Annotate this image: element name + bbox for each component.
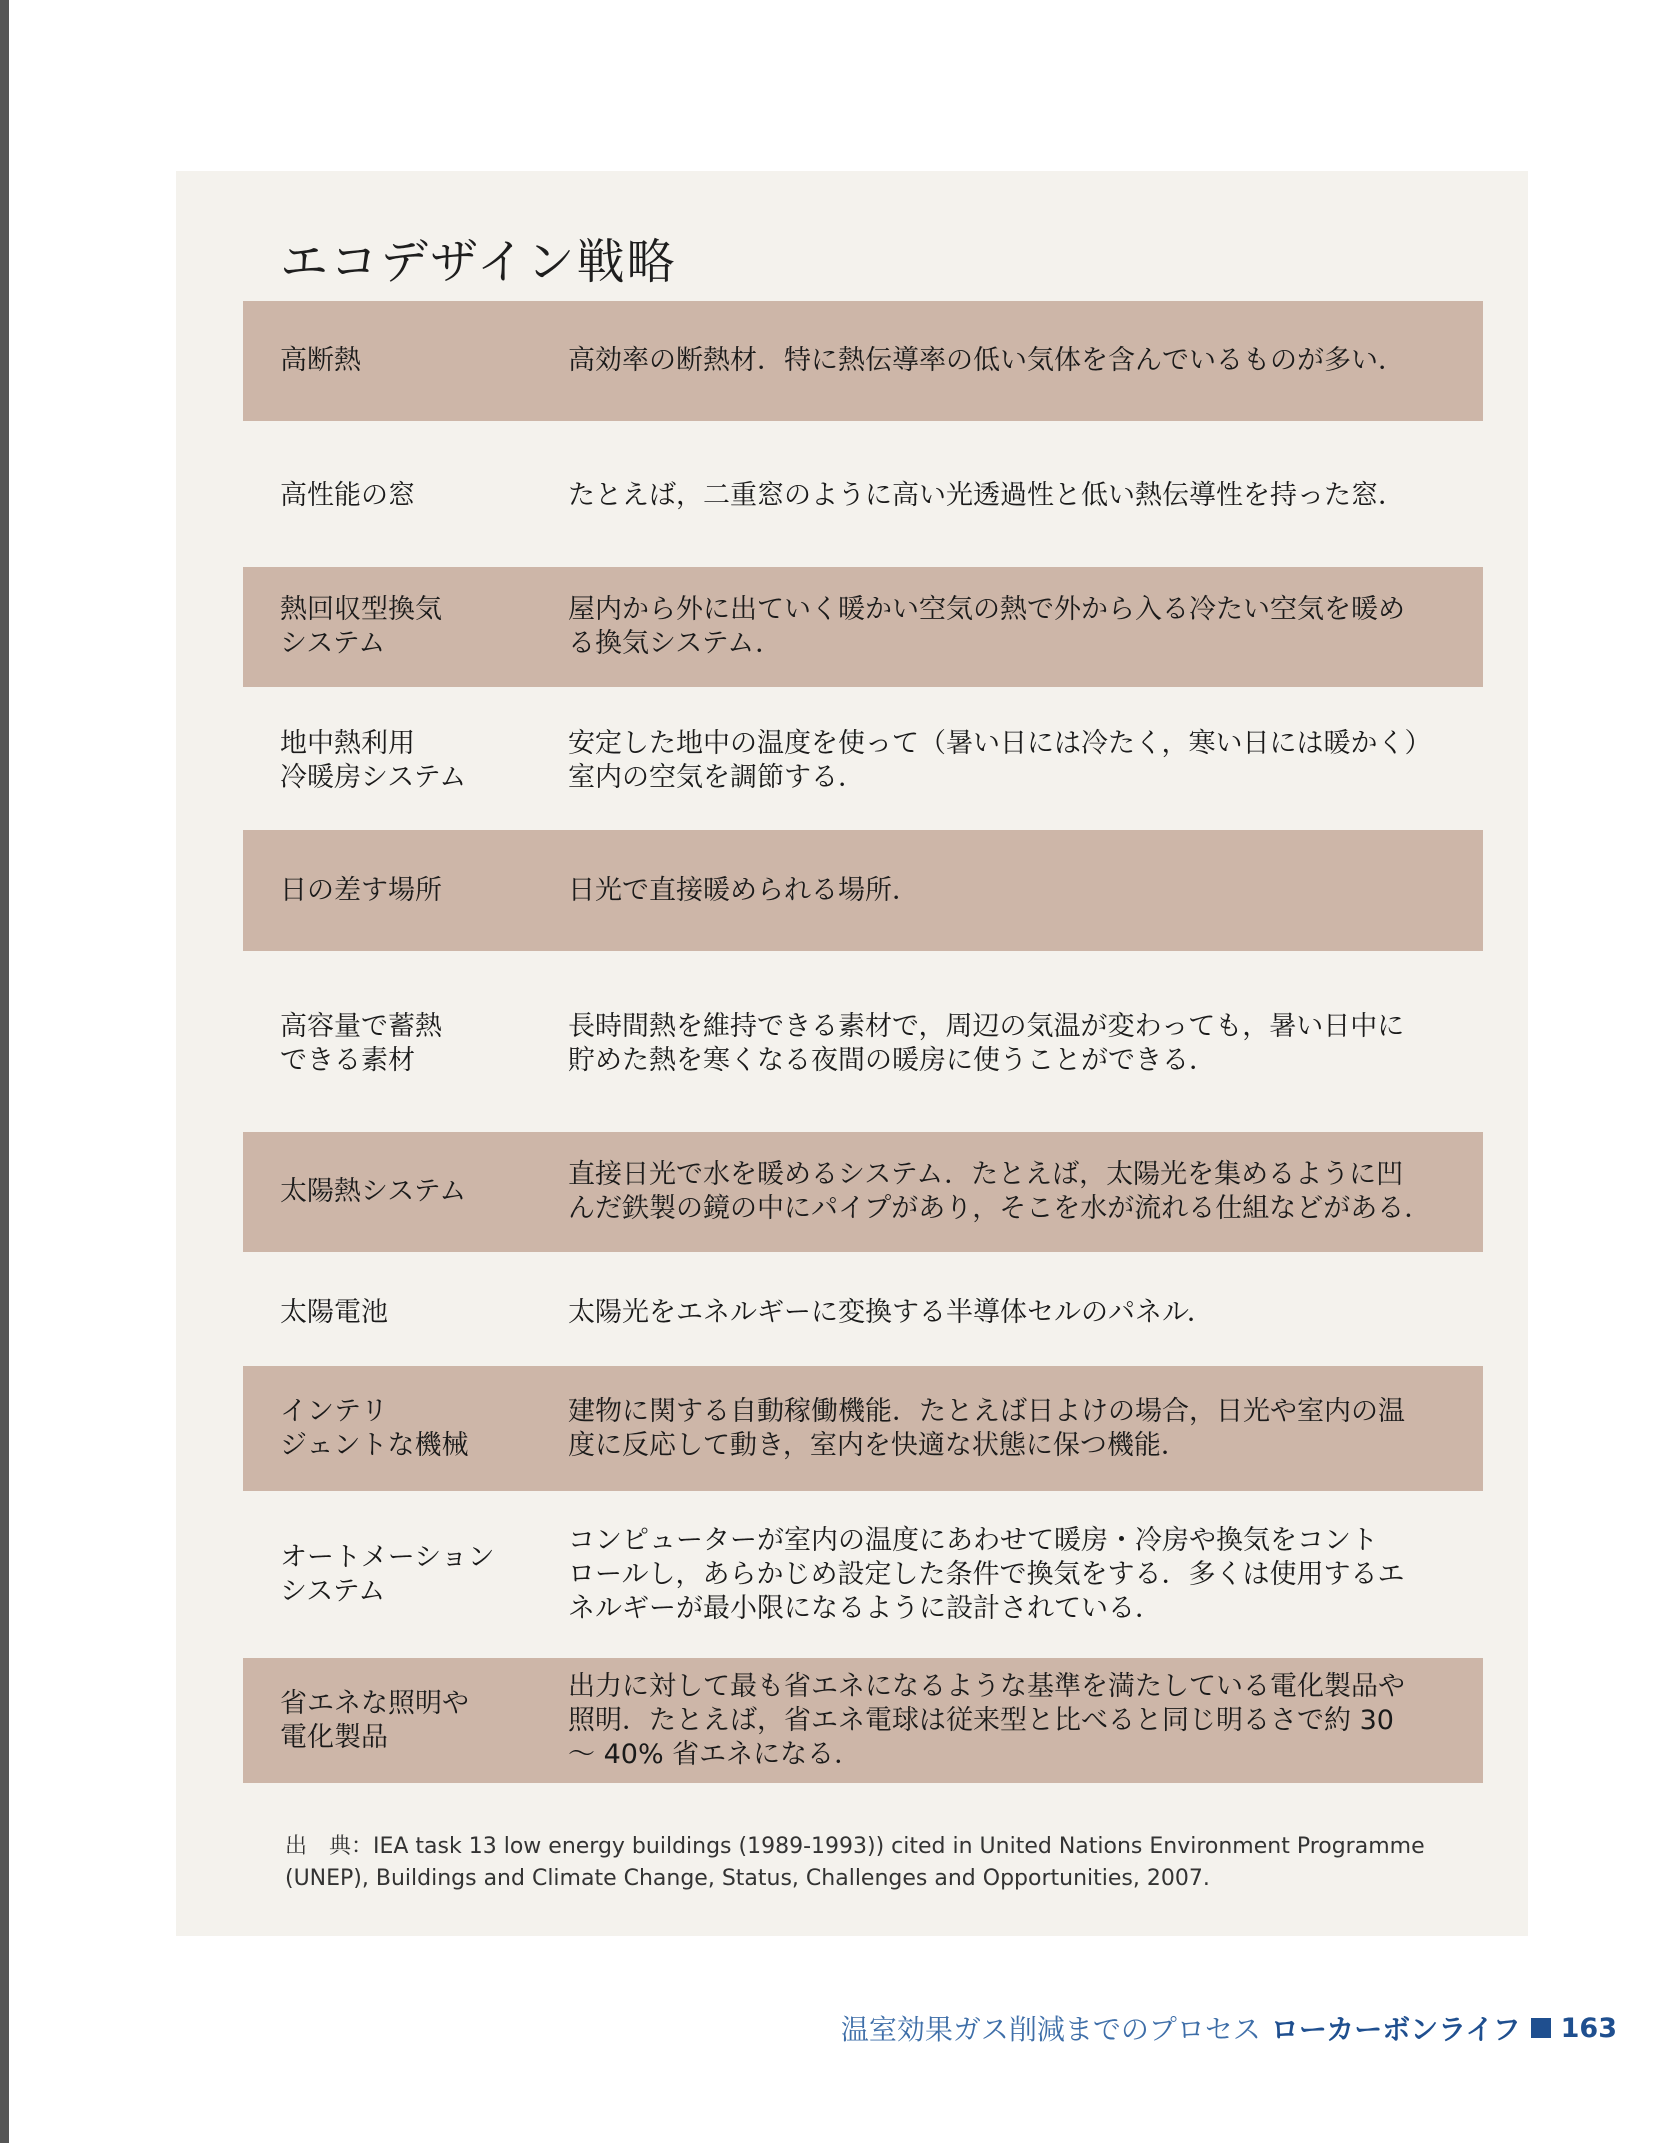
row-term: 太陽熱システム <box>280 1176 467 1207</box>
row-description: 長時間熱を維持できる素材で，周辺の気温が変わっても，暑い日中に 貯めた熱を寒くなる夜間の暖房に使うことができる． <box>568 1010 1405 1076</box>
row-term: 高容量で蓄熱 できる素材 <box>280 1010 442 1076</box>
page-edge-shadow <box>0 0 9 2143</box>
panel-title: エコデザイン戦略 <box>280 234 677 290</box>
row-term: 省エネな照明や 電化製品 <box>280 1687 469 1753</box>
row-term: 日の差す場所 <box>280 874 442 906</box>
footer-book-title: ローカーボンライフ <box>1270 2013 1521 2046</box>
row-description: 屋内から外に出ていく暖かい空気の熱で外から入る冷たい空気を暖め る換気システム． <box>568 594 1405 659</box>
table-row <box>243 301 1483 421</box>
row-description: たとえば，二重窓のように高い光透過性と低い熱伝導性を持った窓． <box>568 480 1405 511</box>
footer-chapter-title: 温室効果ガス削減までのプロセス <box>840 2013 1261 2046</box>
eco-design-panel <box>176 171 1528 1936</box>
row-term: インテリ ジェントな機械 <box>280 1395 469 1461</box>
table-row <box>243 1492 1483 1657</box>
page-number: 163 <box>1560 2012 1617 2044</box>
table-row <box>243 956 1483 1131</box>
row-term: オートメーション システム <box>280 1541 495 1607</box>
row-term: 地中熱利用 冷暖房システム <box>280 727 467 793</box>
row-description: 建物に関する自動稼働機能．たとえば日よけの場合，日光や室内の温 度に反応して動き，室内を快適な状態に保つ機能． <box>568 1395 1405 1461</box>
row-description: 太陽光をエネルギーに変換する半導体セルのパネル． <box>568 1297 1214 1328</box>
table-row <box>243 1366 1483 1491</box>
square-icon <box>1531 2018 1551 2038</box>
page-footer <box>841 2008 1617 2048</box>
row-description: 安定した地中の温度を使って（暑い日には冷たく，寒い日には暖かく） 室内の空気を調節する． <box>568 727 1432 793</box>
row-description: 直接日光で水を暖めるシステム．たとえば，太陽光を集めるように凹 んだ鉄製の鏡の中にパイプがあり，そこを水が流れる仕組などがある． <box>568 1159 1432 1224</box>
row-description: 出力に対して最も省エネになるような基準を満たしている電化製品や 照明．たとえば，省エネ電球は従来型と比べると同じ明るさで約 30 ～ 40% 省エネになる． <box>568 1670 1405 1770</box>
row-term: 太陽電池 <box>280 1297 388 1328</box>
table-row <box>243 692 1483 829</box>
table-row <box>243 1132 1483 1252</box>
row-description: 日光で直接暖められる場所． <box>568 874 919 906</box>
source-citation: 出 典：IEA task 13 low energy buildings (1989-1993)) cited in United Nations Environment Programme (UNEP), Buildings and Climate Change, Status, Challenges and Opportunities, 2007. <box>285 1834 1425 1891</box>
row-term: 熱回収型換気 システム <box>280 594 442 659</box>
table-row <box>243 830 1483 951</box>
table-row <box>243 1658 1483 1783</box>
table-row <box>243 567 1483 687</box>
table-row <box>243 1253 1483 1373</box>
row-term: 高断熱 <box>280 345 361 376</box>
row-term: 高性能の窓 <box>280 480 415 511</box>
row-description: 高効率の断熱材．特に熱伝導率の低い気体を含んでいるものが多い． <box>568 345 1405 376</box>
row-description: コンピューターが室内の温度にあわせて暖房・冷房や換気をコント ロールし，あらかじめ設定した条件で換気をする．多くは使用するエ ネルギーが最小限になるように設計されている． <box>568 1524 1405 1624</box>
table-row <box>243 426 1483 566</box>
